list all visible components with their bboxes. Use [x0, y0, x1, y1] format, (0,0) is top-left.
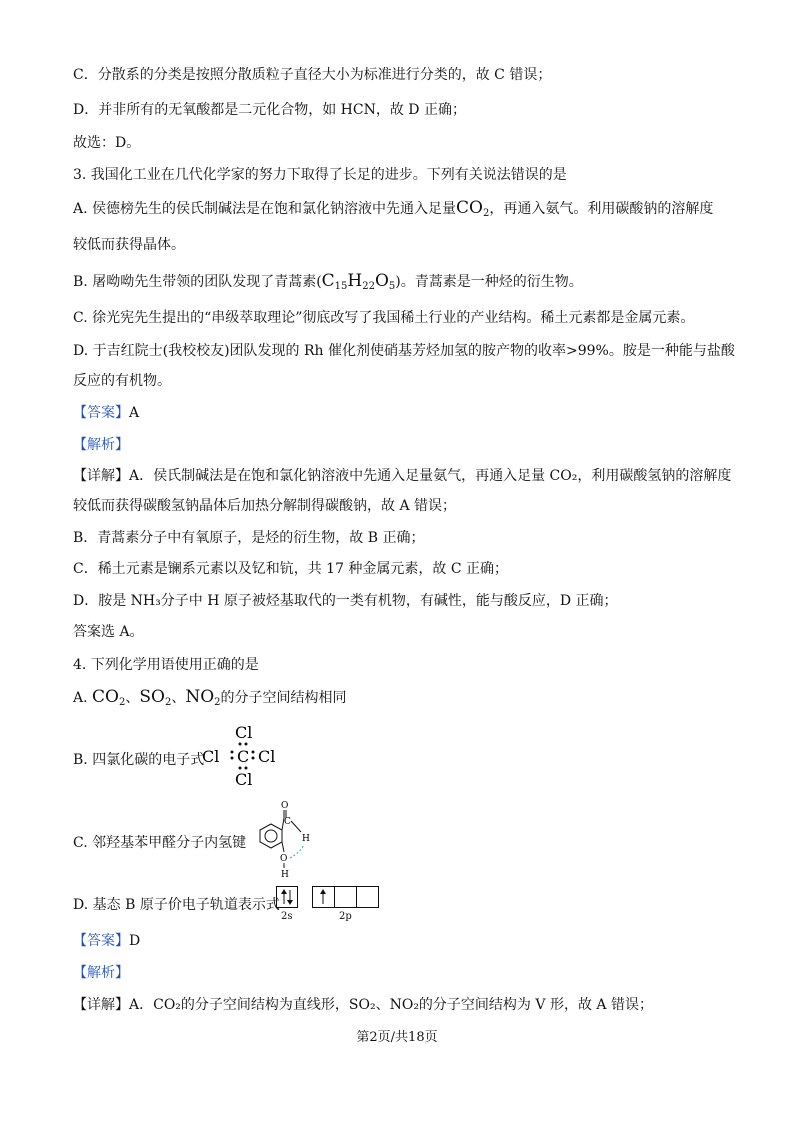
formula: SO — [139, 687, 165, 707]
option-3c: C. 徐光宪先生提出的“串级萃取理论”彻底改写了我国稀土行业的产业结构。稀土元素都是金属元素。 — [73, 310, 695, 326]
question-3: 3. 我国化工业在几代化学家的努力下取得了长足的进步。下列有关说法错误的是 — [73, 167, 567, 183]
text-line: 反应的有机物。 — [73, 373, 171, 389]
detail-3 — [73, 467, 731, 485]
text-line: C．稀土元素是镧系元素以及钇和钪，共 17 种金属元素，故 C 正确； — [73, 561, 509, 577]
orbital-cell — [335, 887, 357, 907]
subscript: 2 — [118, 697, 126, 708]
o-hydroxyl: O — [280, 854, 288, 864]
text-line: 故选：D。 — [73, 135, 141, 151]
option-3b — [73, 272, 583, 296]
text: A．CO₂的分子空间结构为直线形，SO₂、NO₂的分子空间结构为 V 形，故 A 错误； — [129, 997, 653, 1013]
subscript: 15 — [334, 281, 348, 292]
answer-value: D — [129, 933, 141, 949]
answer-tag: 【答案】 — [73, 933, 129, 949]
answer-tag: 【答案】 — [73, 405, 129, 421]
formula-co2: CO — [456, 198, 483, 218]
h-hydroxyl: H — [281, 870, 289, 878]
hydrogen-bond — [290, 844, 304, 858]
cl-top: Cl — [235, 723, 253, 742]
formula: H — [347, 271, 363, 291]
ccl4-electron-formula — [202, 722, 282, 792]
cl-bottom: Cl — [235, 770, 253, 789]
detail-4 — [73, 996, 653, 1014]
option-4a — [73, 688, 347, 712]
option-3a — [73, 199, 713, 223]
answer-value: A — [129, 405, 140, 421]
option-4c: C. 邻羟基苯甲醛分子内氢键 — [73, 835, 247, 851]
text-line: D．并非所有的无氧酸都是二元化合物，如 HCN，故 D 正确； — [73, 102, 466, 118]
text: A. 侯德榜先生的侯氏制碱法是在饱和氯化钠溶液中先通入足量 — [73, 201, 457, 217]
subscript: 2 — [164, 697, 172, 708]
formula: CO — [92, 687, 119, 707]
text: ，再通入氨气。利用碳酸钠的溶解度 — [489, 201, 714, 217]
label-2s: 2s — [281, 911, 293, 922]
option-3d: D. 于吉红院士(我校校友)团队发现的 Rh 催化剂使硝基芳烃加氢的胺产物的收率>99%。胺是一种能与盐酸 — [73, 343, 735, 359]
cl-left: Cl — [202, 747, 220, 766]
orbital-cell — [313, 887, 335, 907]
answer-3 — [73, 404, 139, 422]
label-2p: 2p — [339, 911, 352, 922]
arrow-up-icon — [313, 887, 333, 907]
analysis-tag: 【解析】 — [73, 437, 129, 453]
subscript: 2 — [214, 697, 221, 708]
o-aldehyde: O — [281, 801, 289, 811]
formula: C — [321, 271, 335, 291]
subscript: 22 — [362, 281, 375, 292]
text: B. 屠呦呦先生带领的团队发现了青蒿素( — [73, 274, 322, 290]
option-4d: D. 基态 B 原子价电子轨道表示式 — [73, 897, 280, 913]
text: 的分子空间结构相同 — [220, 690, 347, 706]
text-line: C．分散系的分类是按照分散质粒子直径大小为标准进行分类的，故 C 错误； — [73, 67, 552, 83]
detail-tag: 【详解】 — [73, 997, 129, 1013]
option-4b: B. 四氯化碳的电子式 — [73, 752, 205, 768]
analysis-tag: 【解析】 — [73, 965, 129, 981]
arrow-up-down-icon — [277, 887, 297, 907]
c-aldehyde: C — [284, 817, 291, 827]
answer-4 — [73, 932, 140, 950]
cl-right: Cl — [258, 747, 276, 766]
question-4: 4. 下列化学用语使用正确的是 — [73, 657, 259, 673]
orbital-2s-box — [276, 886, 298, 908]
orbital-2p-boxes — [312, 886, 379, 908]
c-center: C — [237, 747, 250, 766]
text: )。青蒿素是一种烃的衍生物。 — [395, 274, 583, 290]
formula: NO — [185, 687, 215, 707]
text: A．侯氏制碱法是在饱和氯化钠溶液中先通入足量氨气，再通入足量 CO₂，利用碳酸氢钠的溶解度 — [129, 468, 732, 484]
text-line: 答案选 A。 — [73, 624, 144, 640]
subscript: 2 — [482, 208, 490, 219]
subscript: 5 — [388, 281, 396, 292]
text-line: B．青蒿素分子中有氧原子，是烃的衍生物，故 B 正确； — [73, 530, 425, 546]
text-line: 较低而获得晶体。 — [73, 237, 185, 253]
formula: O — [374, 271, 389, 291]
text: A. — [73, 690, 93, 706]
h-aldehyde: H — [302, 834, 310, 844]
salicylaldehyde-structure — [246, 800, 316, 878]
text: 、 — [171, 690, 186, 706]
text-line: D．胺是 NH₃分子中 H 原子被烃基取代的一类有机物，有碱性，能与酸反应，D 正确； — [73, 593, 618, 609]
text: 、 — [125, 690, 140, 706]
text-line: 较低而获得碳酸氢钠晶体后加热分解制得碳酸钠，故 A 错误； — [73, 498, 457, 514]
detail-tag: 【详解】 — [73, 468, 129, 484]
page-footer: 第2页/共18页 — [356, 1030, 438, 1045]
